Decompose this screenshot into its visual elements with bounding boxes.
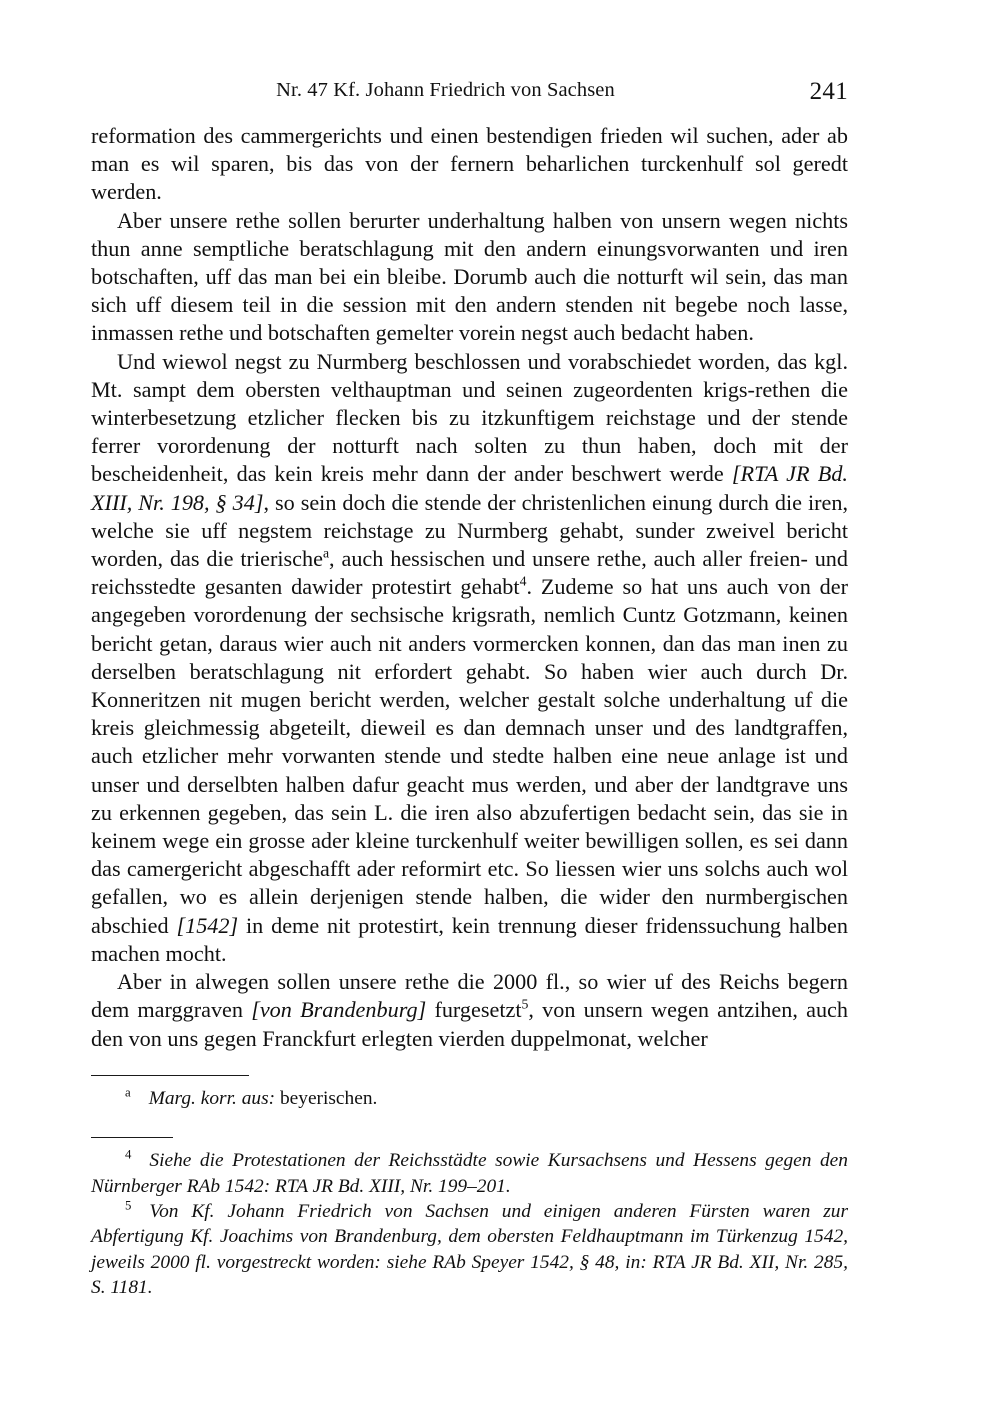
footnote-entry — [91, 1086, 848, 1111]
paragraph — [91, 122, 848, 207]
footnote-apparatus-group — [91, 1075, 848, 1111]
italic-run: Von Kf. Johann Friedrich von Sachsen und einigen anderen Fürsten waren zur Abfertigung Kf. Joachims von Brandenburg, dem obersten Feldhauptmann im Türkenzug 1542, jeweils 2000 fl. vorgestreckt worden: siehe RAb Speyer 1542, § 48, in: RTA JR Bd. XII, Nr. 285, S. 1181. — [91, 1200, 848, 1299]
text-run: reformation des cammergerichts und einen bestendigen frieden wil suchen, ader ab man es wil sparen, bis das von der fernern beharlichen turckenhulf sol geredt werden. — [91, 123, 848, 205]
italic-run: Marg. korr. aus: — [148, 1087, 276, 1109]
italic-run: [RTA JR Bd. XIII, Nr. 198, § 34] — [91, 461, 848, 515]
footnote-entry — [91, 1199, 848, 1301]
footnote-rule-commentary — [91, 1137, 173, 1138]
body-text — [91, 122, 848, 1053]
italic-run: [1542] — [176, 912, 239, 938]
paragraph — [91, 968, 848, 1053]
footnote-marker: 4 — [125, 1147, 132, 1162]
italic-run: Siehe die Protestationen der Reichsstädte sowie Kursachsens und Hessens gegen den Nürnberger RAb 1542: RTA JR Bd. XIII, Nr. 199–201. — [91, 1150, 848, 1197]
text-run: Und wiewol negst zu Nurmberg beschlossen und vorabschiedet worden, das kgl. Mt. sampt dem obersten velthauptman und seinen zugeordenten krigs-rethen die winterbesetzung etzlicher flecken bis zu itzkunftigem reichstage und der stende ferrer vorordenung der notturft nach solten zu thun haben, doch mit der bescheidenheit, das kein kreis mehr dann der ander beschwert werde — [91, 348, 848, 487]
text-run: Aber in alwegen sollen unsere rethe die 2000 fl., so wier uf des Reichs begern dem marggraven — [91, 969, 848, 1023]
text-run: furgesetzt — [426, 997, 522, 1023]
text-run: in deme nit protestirt, kein trennung dieser fridenssuchung halben machen mocht. — [91, 912, 848, 966]
paragraph — [91, 207, 848, 348]
footnote-reference-marker: a — [322, 545, 330, 561]
footnotes-area — [91, 1075, 848, 1301]
footnote-entry — [91, 1148, 848, 1199]
footnote-rule-apparatus — [91, 1075, 249, 1076]
footnote-commentary-group — [91, 1137, 848, 1300]
text-run: Aber unsere rethe sollen berurter underhaltung halben von unsern wegen nichts thun anne semptliche beratschlagung mit den andern einungsvorwanten und iren botschaften, uff das man bei ein bleibe. Dorumb auch die notturft wil sein, das man sich uff diesem teil in die session mit den andern stenden nit begebe noch lasse, inmassen rethe und botschaften gemelter vorein negst auch bedacht haben. — [91, 207, 848, 346]
italic-run: [von Brandenburg] — [251, 997, 427, 1023]
footnote-apparatus-list — [91, 1086, 848, 1111]
footnote-marker: a — [125, 1085, 131, 1100]
text-run: , so sein doch die stende der christenlichen einung durch die iren, welche sie uff negstem reichstage zu Nurmberg gehabt, sunder zweivel bericht worden, das die trierische — [91, 489, 848, 572]
footnote-commentary-list — [91, 1148, 848, 1300]
page-number: 241 — [809, 78, 848, 105]
text-run: . Zudeme so hat uns auch von der angegeben vorordenung der sechsische krigsrath, nemlich Cuntz Gotzmann, keinen bericht getan, daraus wier auch nit anders vormercken konnen, dan das man inen zu derselben beratschlagung nit erfordert gehabt. So haben wier auch durch Dr. Konneritzen nit mugen bericht werden, welcher gestalt solche underhaltung uf die kreis gleichmessig abgeteilt, dieweil es dan demnach unser und des landtgraffen, auch etzlicher mehr vorwanten stende und stedte halben eine neue anlage ist und unser und derselbten halben dafur geacht mus werden, und aber der landtgrave uns zu erkennen gegeben, das sein L. die iren also abzufertigen bedacht sein, das sie in keinem wege ein grosse ader kleine turckenhulf weiter bewilligen sollen, es sei dann das camergericht abgeschafft ader reformirt etc. So liessen wier uns solchs auch wol gefallen, wo es allein derjenigen stende halben, die wider den nurmbergischen abschied — [91, 574, 848, 938]
paragraph — [91, 348, 848, 968]
text-run: beyerischen. — [275, 1087, 378, 1109]
text-run: , auch hessischen und unsere rethe, auch aller freien- und reichsstedte gesanten dawider protestirt gehabt — [91, 546, 848, 600]
footnote-reference-marker: 4 — [519, 573, 527, 589]
running-head-title: Nr. 47 Kf. Johann Friedrich von Sachsen — [276, 79, 615, 101]
footnote-reference-marker: 5 — [521, 996, 529, 1012]
text-run: , von unsern wegen antzihen, auch den von uns gegen Franckfurt erlegten vierden duppelmonat, welcher — [91, 997, 848, 1051]
running-head — [91, 78, 848, 112]
footnote-marker: 5 — [125, 1198, 132, 1213]
page-content-column — [91, 78, 848, 1301]
